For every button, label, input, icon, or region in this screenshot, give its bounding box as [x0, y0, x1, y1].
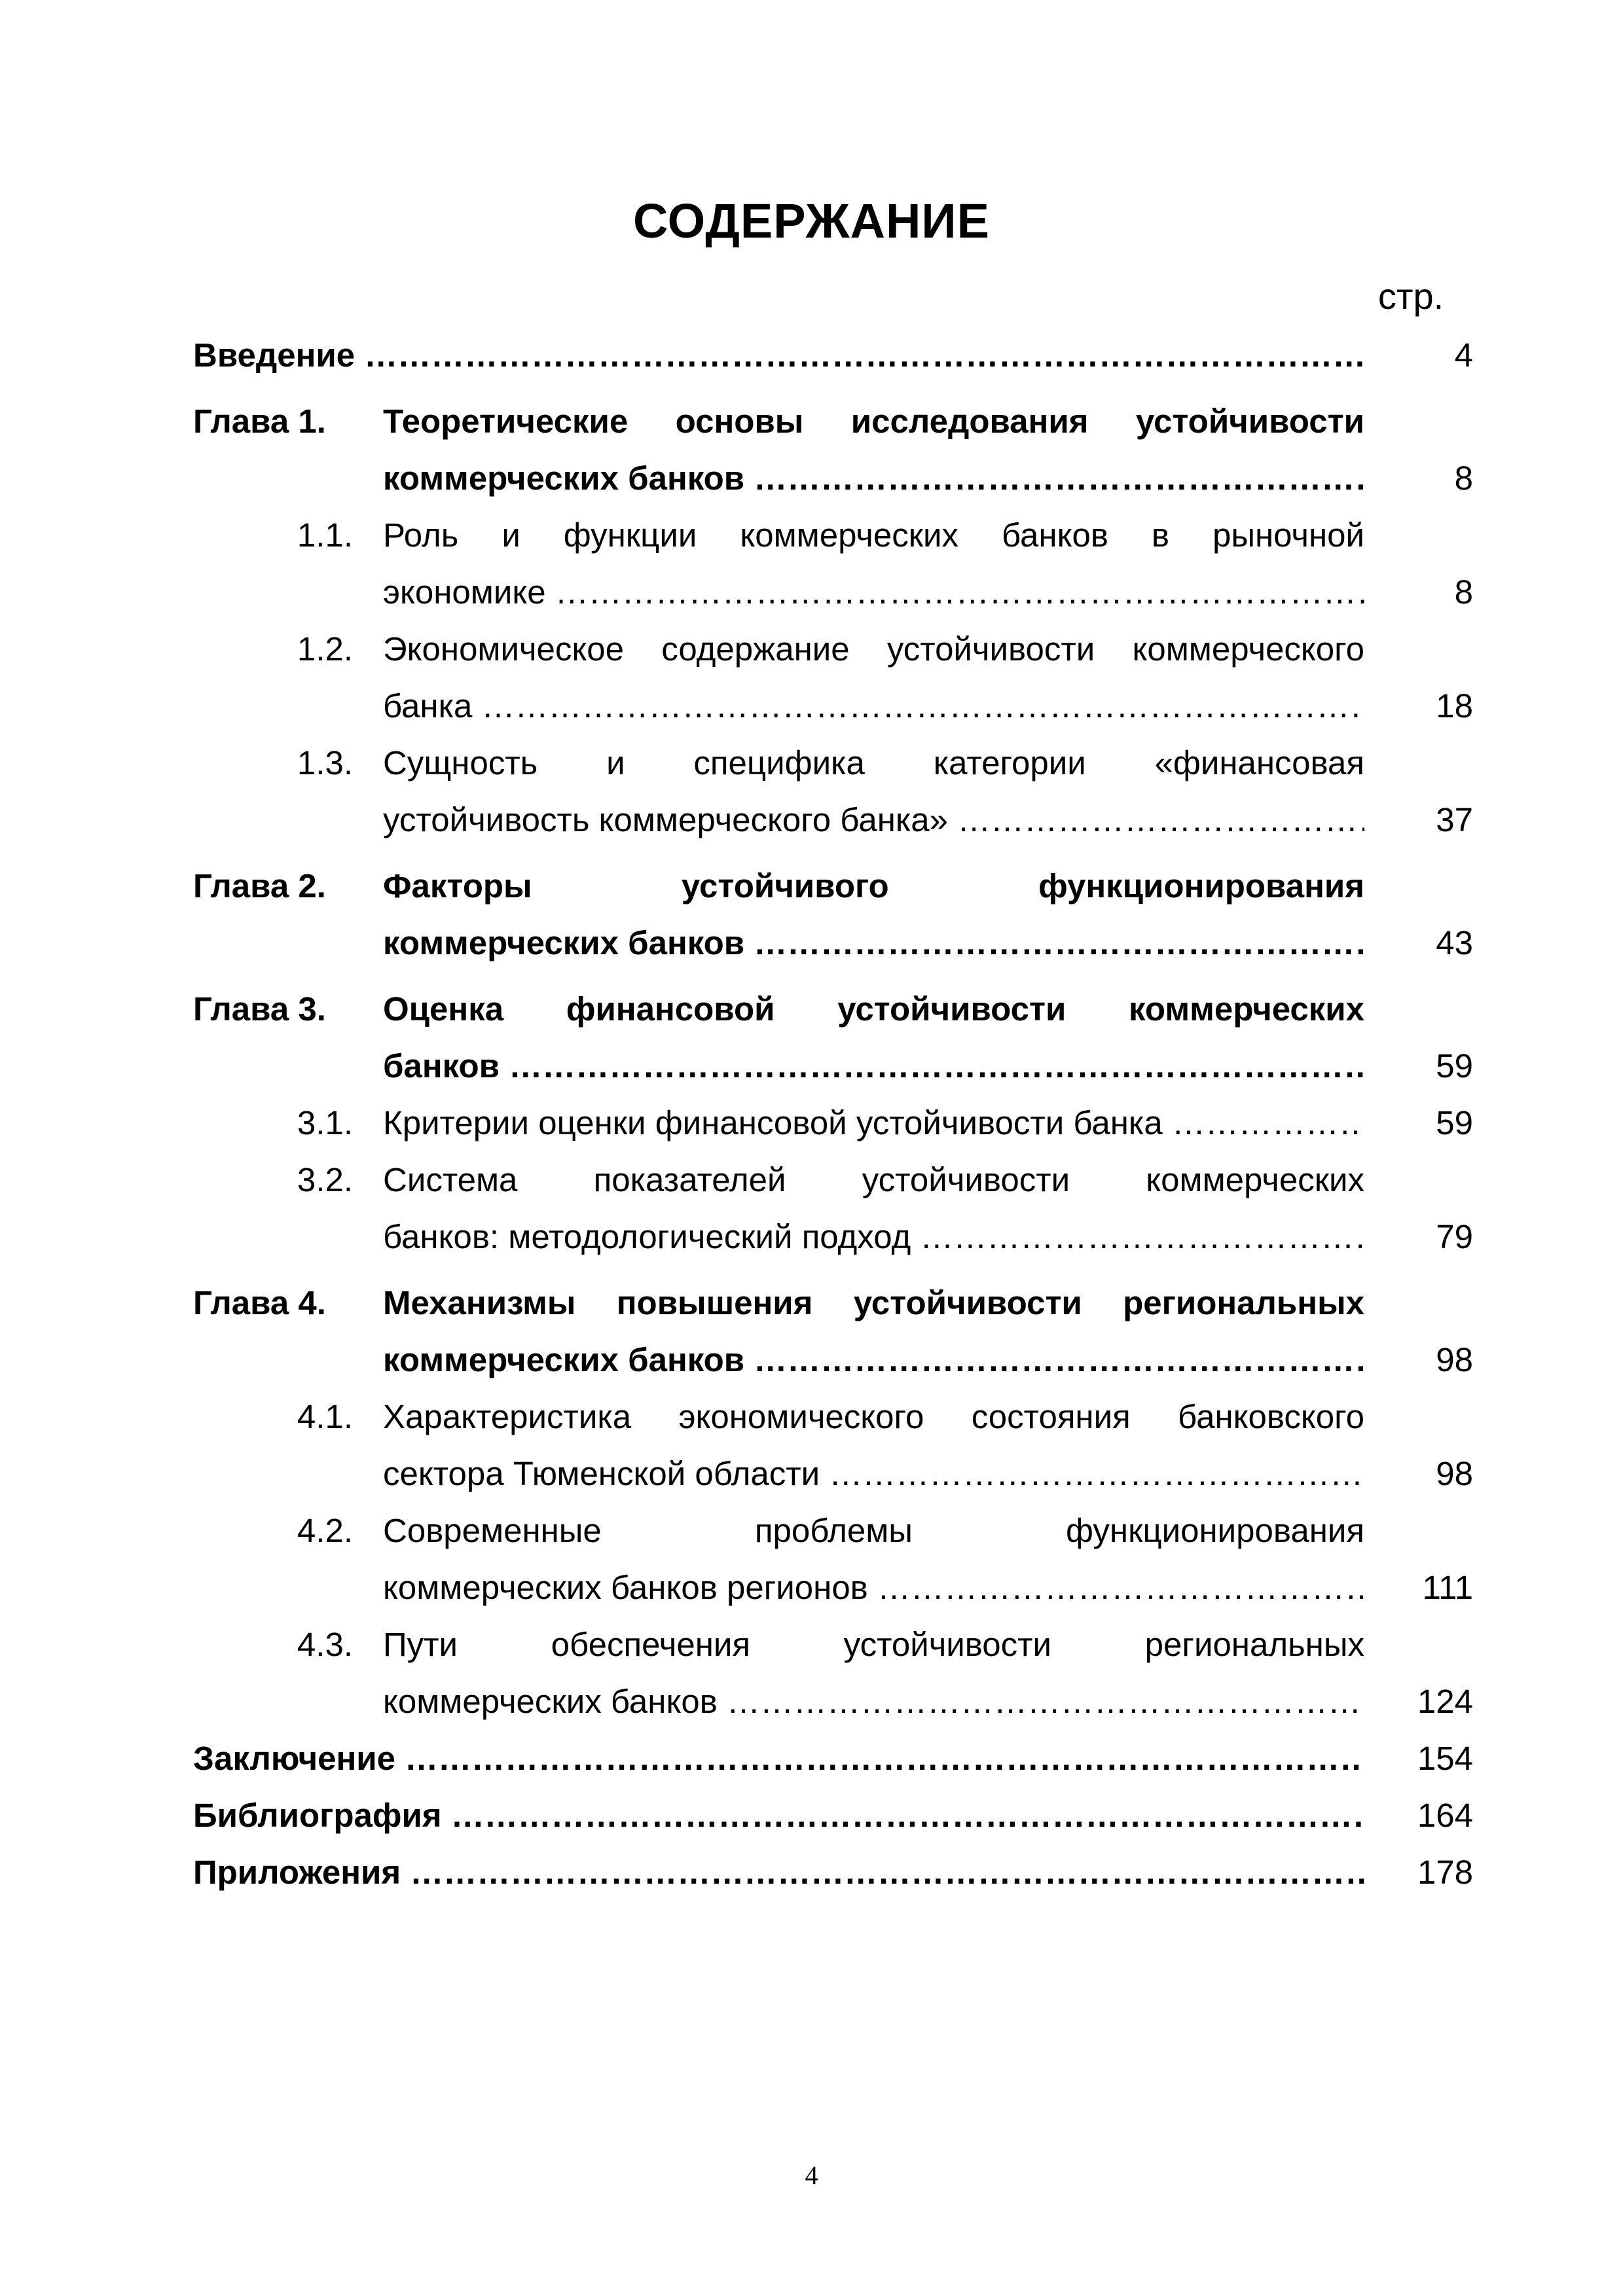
toc-page-number: 111 [1422, 1569, 1473, 1606]
toc-page-number: 59 [1436, 1104, 1473, 1141]
toc-entry-text[interactable]: Заключение ……………………………………………………………………………………………………………………………………………………………………………………………… [193, 1731, 1364, 1787]
toc-entry-text[interactable]: экономике ……………………………………………………………………………………………………………………………………………………………………………………………… [383, 564, 1364, 620]
toc-page-number: 8 [1454, 459, 1473, 497]
toc-entry-text[interactable]: банка ……………………………………………………………………………………………………………………………………………………………………………………………… [383, 678, 1364, 734]
toc-line [0, 792, 1623, 848]
toc-line [0, 1844, 1623, 1901]
toc-entry-text[interactable]: Экономическое содержание устойчивости коммерческого [383, 630, 1364, 668]
toc-line [0, 678, 1623, 734]
toc-entry-text[interactable]: Оценка финансовой устойчивости коммерческих [383, 990, 1364, 1028]
toc-entry-text[interactable]: Характеристика экономического состояния банковского [383, 1398, 1364, 1435]
toc-line [0, 393, 1623, 450]
toc-entry-text[interactable]: Механизмы повышения устойчивости региональных [383, 1284, 1364, 1321]
toc-page-number: 43 [1436, 924, 1473, 961]
toc-entry-text[interactable]: банков ……………………………………………………………………………………………………………………………………………………………………………………………… [383, 1038, 1364, 1094]
toc-line [0, 1275, 1623, 1331]
toc-chapter-label: Глава 4. [193, 1284, 326, 1321]
page-column-header: стр. [1377, 276, 1444, 317]
toc-line [0, 1095, 1623, 1151]
toc-page-number: 98 [1436, 1455, 1473, 1492]
toc-page-number: 124 [1417, 1683, 1473, 1720]
toc-entry-text[interactable]: устойчивость коммерческого банка» ……………………………………………………………………………………………………………………………………………………………………………………………… [383, 792, 1364, 848]
toc-section-number: 1.3. [297, 744, 353, 781]
toc-entry-text[interactable]: Система показателей устойчивости коммерческих [383, 1161, 1364, 1198]
toc-entry-text[interactable]: коммерческих банков ……………………………………………………………………………………………………………………………………………………………………………………………… [383, 1332, 1364, 1388]
toc-section-number: 1.2. [297, 630, 353, 668]
toc-section-number: 4.3. [297, 1626, 353, 1663]
toc-line [0, 1560, 1623, 1616]
toc-line [0, 858, 1623, 914]
toc-entry-text[interactable]: банков: методологический подход ……………………………………………………………………………………………………………………………………………………………………………………………… [383, 1209, 1364, 1265]
toc-chapter-label: Глава 2. [193, 867, 326, 905]
toc-line [0, 1674, 1623, 1730]
toc-line [0, 507, 1623, 564]
toc-line [0, 1389, 1623, 1445]
toc-entry-text[interactable]: коммерческих банков ……………………………………………………………………………………………………………………………………………………………………………………………… [383, 450, 1364, 507]
toc-page-number: 8 [1454, 573, 1473, 611]
toc-section-number: 3.1. [297, 1104, 353, 1141]
toc-entry-text[interactable]: Введение ……………………………………………………………………………………………………………………………………………………………………………………………… [193, 327, 1364, 384]
toc-entry-text[interactable]: сектора Тюменской области ……………………………………………………………………………………………………………………………………………………………………………………………… [383, 1446, 1364, 1502]
toc-line [0, 915, 1623, 971]
toc-page-number: 4 [1454, 336, 1473, 374]
toc-line [0, 981, 1623, 1037]
toc-chapter-label: Глава 1. [193, 403, 326, 440]
toc-page-number: 37 [1436, 801, 1473, 838]
toc-entry-text[interactable]: Факторы устойчивого функционирования [383, 867, 1364, 905]
toc-page-number: 164 [1417, 1797, 1473, 1834]
toc-line [0, 450, 1623, 507]
toc-entry-text[interactable]: Критерии оценки финансовой устойчивости банка ……………………………………………………………………………………………………………………………………………………………………………………………… [383, 1095, 1364, 1151]
toc-line [0, 1787, 1623, 1844]
toc-line [0, 1503, 1623, 1559]
toc-line [0, 621, 1623, 677]
toc-line [0, 1731, 1623, 1787]
toc-line [0, 327, 1623, 384]
toc-page-number: 79 [1436, 1218, 1473, 1255]
toc-entry-text[interactable]: Сущность и специфика категории «финансовая [383, 744, 1364, 781]
toc-line [0, 1617, 1623, 1673]
toc-page-number: 98 [1436, 1341, 1473, 1378]
toc-entry-text[interactable]: Приложения ……………………………………………………………………………………………………………………………………………………………………………………………… [193, 1844, 1364, 1901]
toc-page-number: 154 [1417, 1740, 1473, 1777]
toc-line [0, 1446, 1623, 1502]
toc-page-number: 18 [1436, 687, 1473, 725]
toc-section-number: 4.1. [297, 1398, 353, 1435]
toc-entry-text[interactable]: Современные проблемы функционирования [383, 1512, 1364, 1549]
toc-entry-text[interactable]: Теоретические основы исследования устойчивости [383, 403, 1364, 440]
toc-line [0, 1209, 1623, 1265]
toc-entry-text[interactable]: Библиография ……………………………………………………………………………………………………………………………………………………………………………………………… [193, 1787, 1364, 1844]
toc-section-number: 3.2. [297, 1161, 353, 1198]
toc-line [0, 1038, 1623, 1094]
toc-line [0, 564, 1623, 620]
toc-line [0, 1152, 1623, 1208]
toc-page-number: 59 [1436, 1047, 1473, 1085]
toc-section-number: 1.1. [297, 516, 353, 554]
toc-line [0, 1332, 1623, 1388]
toc-entry-text[interactable]: коммерческих банков ……………………………………………………………………………………………………………………………………………………………………………………………… [383, 1674, 1364, 1730]
toc-chapter-label: Глава 3. [193, 990, 326, 1028]
toc-entry-text[interactable]: Роль и функции коммерческих банков в рыночной [383, 516, 1364, 554]
toc-section-number: 4.2. [297, 1512, 353, 1549]
toc-entry-text[interactable]: коммерческих банков ……………………………………………………………………………………………………………………………………………………………………………………………… [383, 915, 1364, 971]
page-title: СОДЕРЖАНИЕ [633, 194, 990, 248]
page-number: 4 [805, 2161, 818, 2190]
toc-page-number: 178 [1417, 1854, 1473, 1891]
toc-entry-text[interactable]: коммерческих банков регионов ……………………………………………………………………………………………………………………………………………………………………………………………… [383, 1560, 1364, 1616]
toc-entry-text[interactable]: Пути обеспечения устойчивости региональных [383, 1626, 1364, 1663]
toc-line [0, 735, 1623, 791]
